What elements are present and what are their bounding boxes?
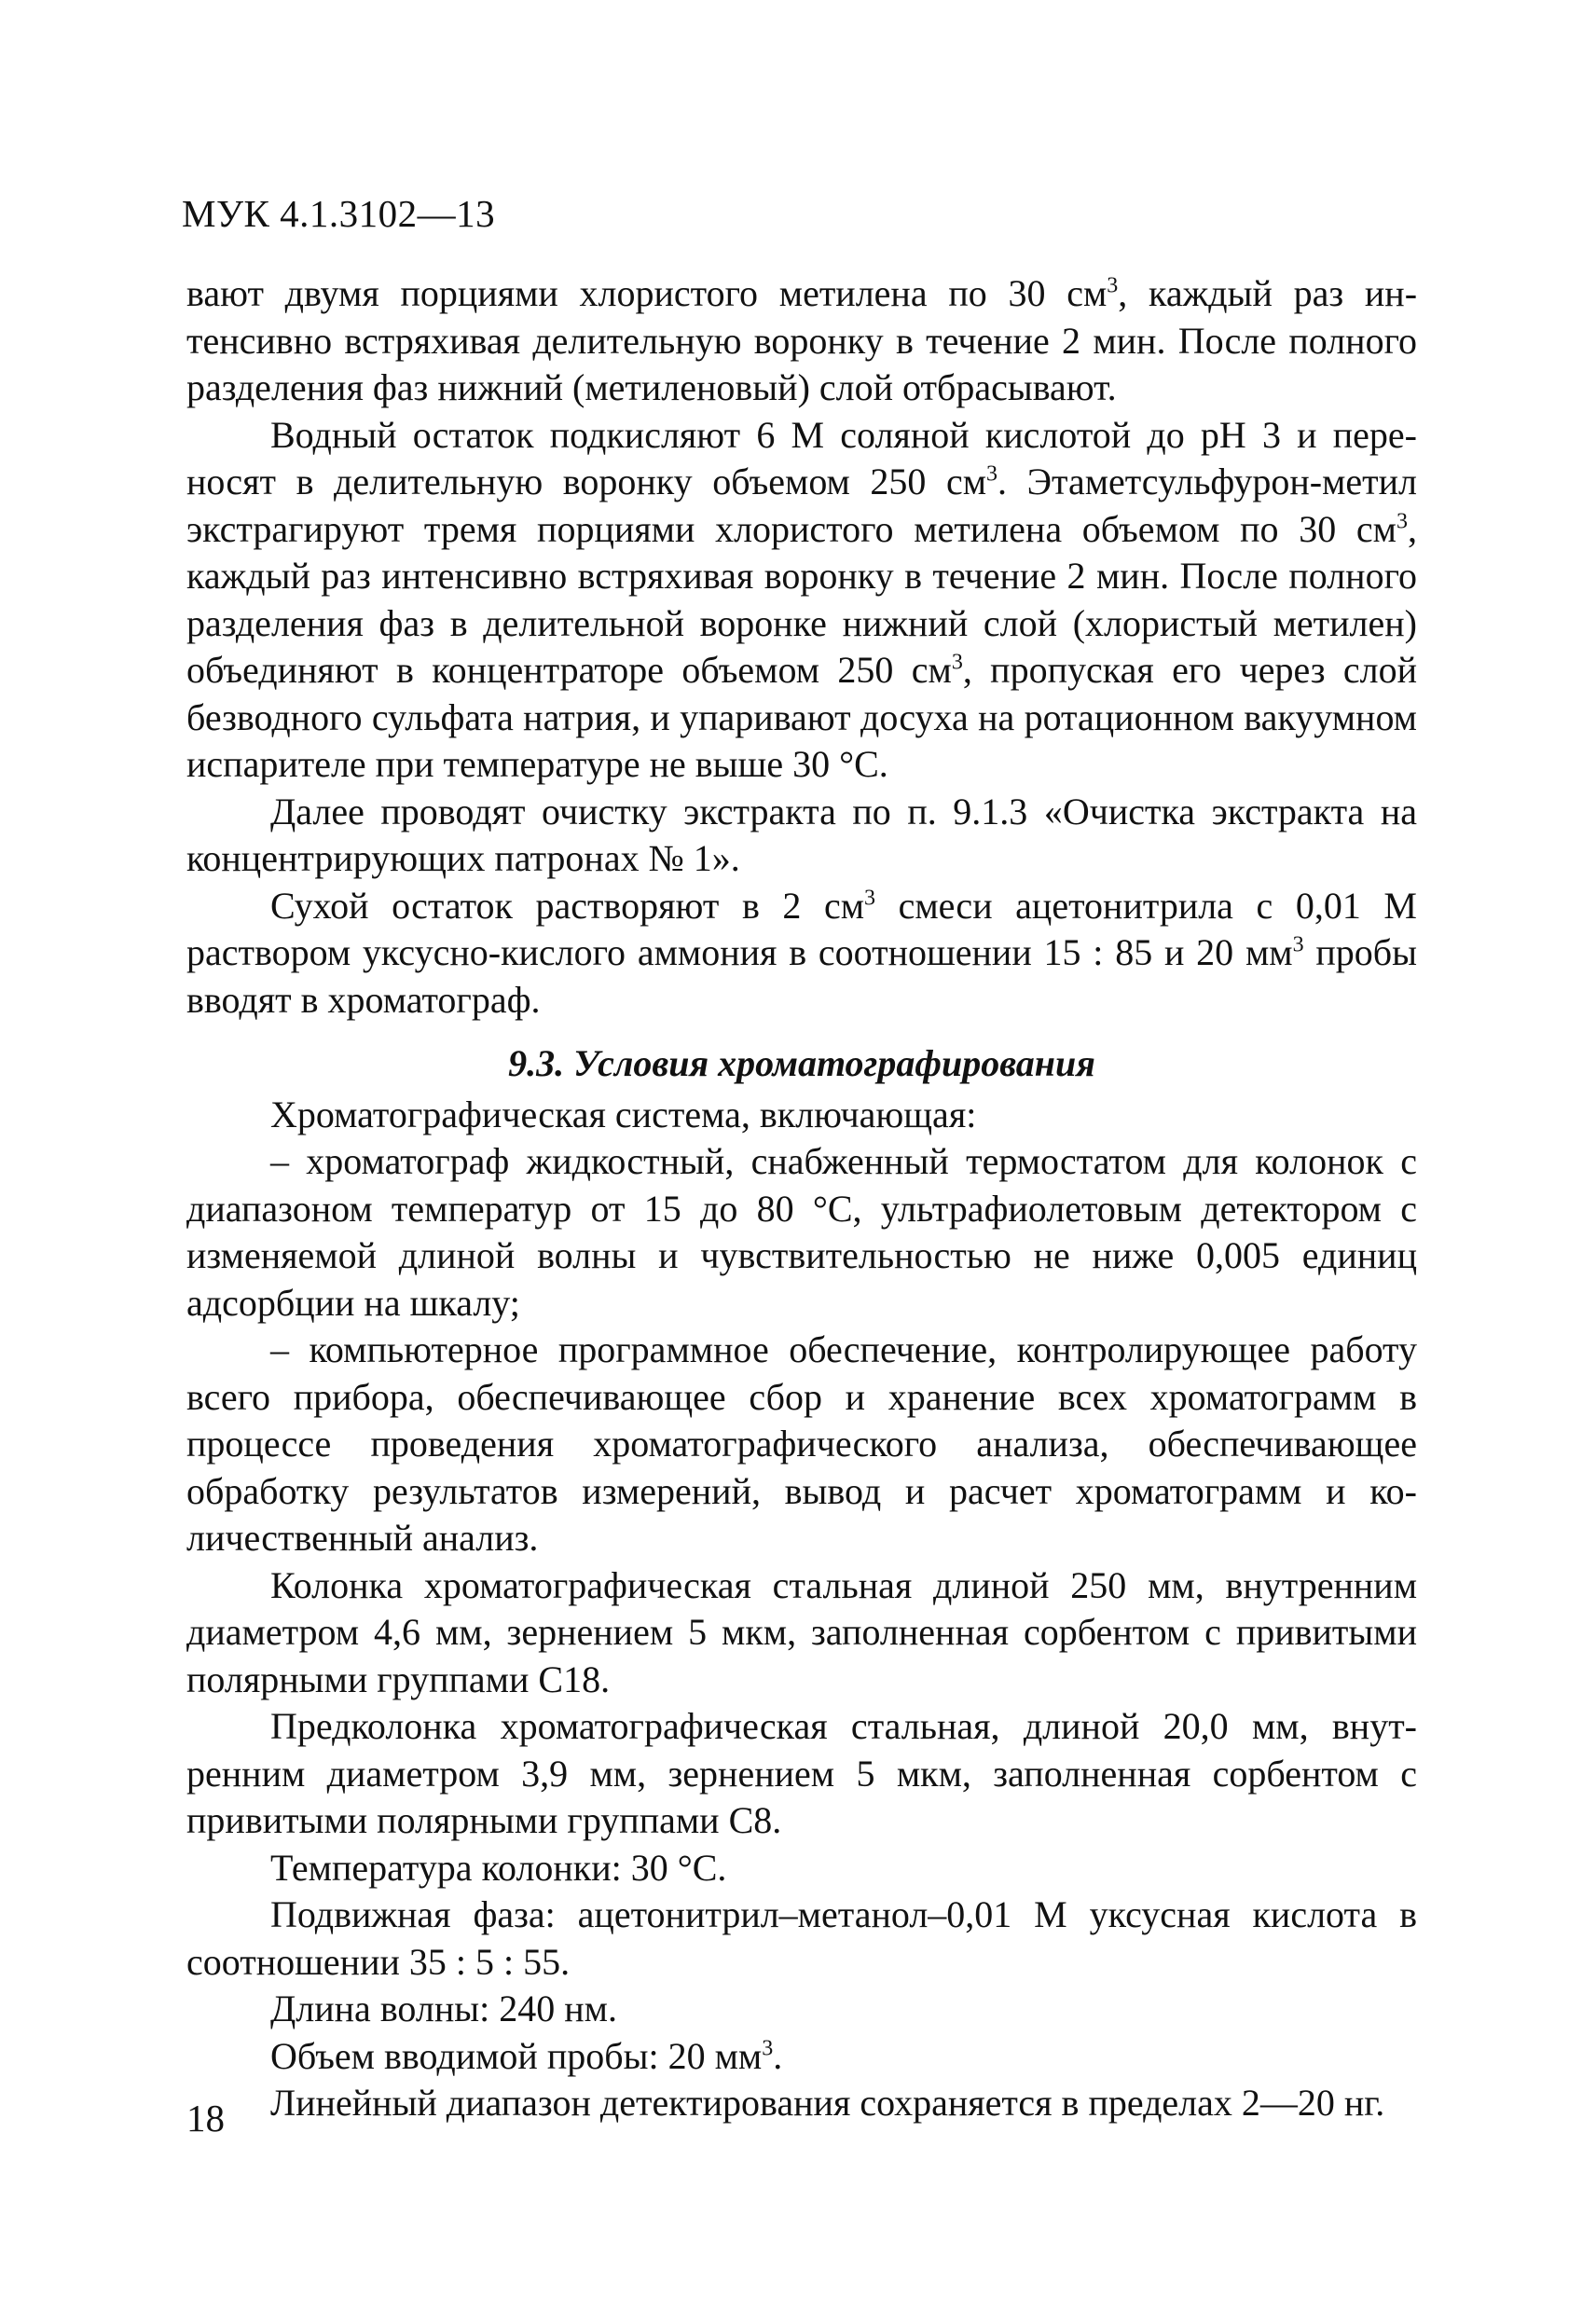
- paragraph-system-intro: [186, 1092, 1417, 1139]
- paragraph-dry-residue: [186, 883, 1417, 1025]
- superscript: 3: [864, 886, 876, 911]
- text-span: , каждый раз интенсивно встряхивая делительную воронку в течение 2 мин. После полного разделения фаз нижний (метиленовый) слой отбрасывают.: [186, 272, 1418, 408]
- page-body: [186, 270, 1417, 2127]
- text-span: Подвижная фаза: ацетонитрил–метанол–0,01 М уксусная кислота в соотношении 35 : 5 : 55.: [186, 1893, 1417, 1983]
- paragraph-column-temperature: [186, 1845, 1417, 1892]
- paragraph-linear-range: [186, 2080, 1417, 2127]
- superscript: 3: [762, 2036, 774, 2061]
- text-span: Сухой остаток растворяют в 2 см: [270, 884, 865, 927]
- superscript: 3: [1396, 509, 1408, 534]
- text-span: . Этаметсульфурон-метил экстрагируют тремя порциями хлористого метилена объемом по 30 см: [186, 461, 1417, 550]
- text-span: Колонка хроматографическая стальная длиной 250 мм, внутренним диаметром 4,6 мм, зернением 5 мкм, заполненная сорбентом с привитыми полярными группами С18.: [186, 1563, 1417, 1700]
- list-item-chromatograph: [186, 1138, 1417, 1327]
- text-span: вают двумя порциями хлористого метилена по 30 см: [186, 272, 1108, 314]
- text-span: .: [773, 2034, 783, 2077]
- text-span: , пропуская его через слой безводного сульфата натрия, и упаривают досуха на ротационном вакуумном испарителе при температуре не выше 30 °С.: [186, 649, 1417, 785]
- text-span: Длина волны: 240 нм.: [270, 1988, 617, 2029]
- section-heading: [186, 1040, 1417, 1088]
- paragraph-precolumn: [186, 1703, 1417, 1845]
- text-span: – компьютерное программное обеспечение, контролирующее работу всего прибора, обеспечивающее сбор и хранение всех хроматограмм в процессе проведения хроматографического анализа, обеспечивающее обработку результатов измерений, вывод и расчет хроматограмм и количественный анализ.: [186, 1328, 1417, 1559]
- text-span: Хроматографическая система, включающая:: [270, 1093, 977, 1135]
- superscript: 3: [1107, 273, 1119, 298]
- superscript: 3: [951, 650, 963, 675]
- paragraph-aqueous-residue: [186, 412, 1417, 789]
- page-number: 18: [186, 2097, 225, 2139]
- text-span: Температура колонки: 30 °С.: [270, 1846, 727, 1889]
- superscript: 3: [1292, 932, 1304, 957]
- paragraph-extraction-continued: [186, 270, 1417, 412]
- paragraph-wavelength: [186, 1986, 1417, 2033]
- text-span: – хроматограф жидкостный, снабженный термостатом для колонок с диапазоном температур от 15 до 80 °С, ультрафиолетовым детектором с изменяемой длиной волны и чувствительностью не ниже 0,005 единиц адсорбции на шкалу;: [186, 1140, 1417, 1324]
- text-span: , каждый раз интенсивно встряхивая воронку в течение 2 мин. После полного разделения фаз в делительной воронке нижний слой (хлористый метилен) объединяют в концентраторе объемом 250 см: [186, 507, 1417, 691]
- list-item-software: [186, 1327, 1417, 1562]
- paragraph-column: [186, 1562, 1417, 1704]
- paragraph-cleanup: [186, 789, 1417, 883]
- text-span: смеси ацетонитрила с 0,01 М раствором уксусно-кислого аммония в соотношении 15 : 85 и 20 мм: [186, 884, 1417, 973]
- document-code-header: МУК 4.1.3102—13: [182, 192, 496, 235]
- superscript: 3: [986, 461, 998, 487]
- text-span: Предколонка хроматографическая стальная, длиной 20,0 мм, внутренним диаметром 3,9 мм, зернением 5 мкм, заполненная сорбентом с привитыми полярными группами С8.: [186, 1705, 1417, 1841]
- section-heading-text: 9.3. Условия хроматографирования: [508, 1042, 1095, 1084]
- text-span: Водный остаток подкисляют 6 М соляной кислотой до pH 3 и переносят в делительную воронку объемом 250 см: [186, 413, 1417, 502]
- text-span: Объем вводимой пробы: 20 мм: [270, 2034, 763, 2077]
- paragraph-injection-volume: [186, 2033, 1417, 2081]
- text-span: пробы вводят в хроматограф.: [186, 931, 1417, 1021]
- paragraph-mobile-phase: [186, 1891, 1417, 1986]
- text-span: Далее проводят очистку экстракта по п. 9.1.3 «Очистка экстракта на концентрирующих патронах № 1».: [186, 790, 1417, 879]
- text-span: Линейный диапазон детектирования сохраняется в пределах 2—20 нг.: [270, 2082, 1385, 2124]
